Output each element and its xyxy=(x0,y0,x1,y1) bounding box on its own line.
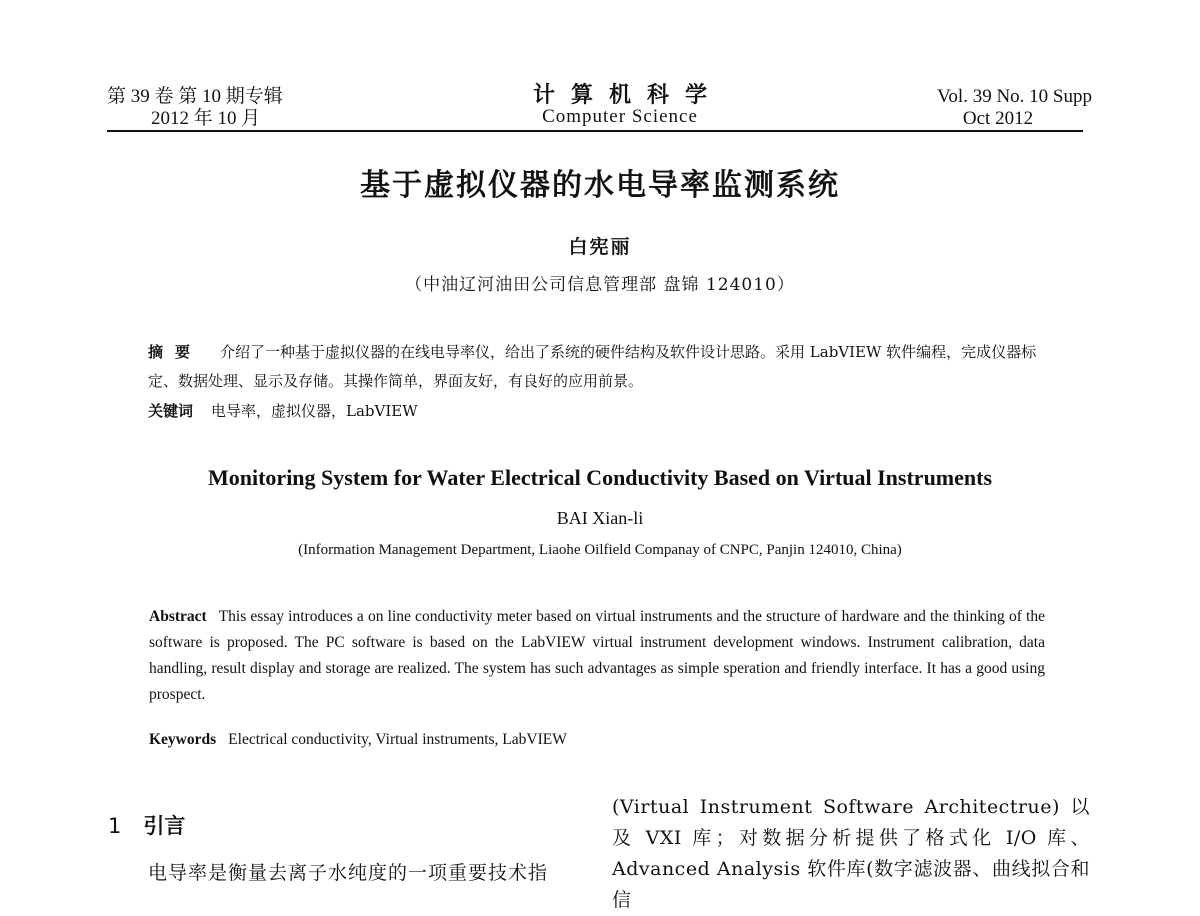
keywords-cn-text: 电导率，虚拟仪器，LabVIEW xyxy=(211,402,418,420)
section-number: 1 xyxy=(108,814,122,838)
journal-name xyxy=(460,84,780,128)
body-text-right: (Virtual Instrument Software Architectrue) 以及 VXI 库；对数据分析提供了格式化 I/O 库、Advanced Analysis 软件库(数字滤波器、曲线拟合和信 xyxy=(612,796,1090,911)
issue-date: 2012 年 10 月 xyxy=(151,108,261,129)
keywords-cn-label: 关键词 xyxy=(148,402,194,420)
volume-en: Vol. 39 No. 10 Supp xyxy=(937,86,1092,107)
author-en: BAI Xian-li xyxy=(556,508,644,528)
journal-issue-info xyxy=(107,86,367,130)
keywords-cn xyxy=(148,400,1048,421)
keywords-en-label: Keywords xyxy=(149,731,217,748)
affiliation-en: (Information Management Department, Liaohe Oilfield Companay of CNPC, Panjin 124010, China) xyxy=(298,542,902,558)
section-title: 引言 xyxy=(143,814,186,838)
body-text-left: 电导率是衡量去离子水纯度的一项重要技术指 xyxy=(148,862,549,884)
author-cn: 白宪丽 xyxy=(568,236,632,258)
abstract-en-label: Abstract xyxy=(149,608,207,625)
abstract-cn xyxy=(148,338,1048,396)
header-rule xyxy=(107,130,1083,132)
paper-title-cn: 基于虚拟仪器的水电导率监测系统 xyxy=(360,168,840,203)
journal-volume-en xyxy=(880,86,1092,130)
issue-volume: 第 39 卷 第 10 期专辑 xyxy=(107,86,283,107)
keywords-en xyxy=(149,731,1045,749)
abstract-en xyxy=(149,604,1045,708)
date-en: Oct 2012 xyxy=(962,108,1034,129)
paper-title-en: Monitoring System for Water Electrical Conductivity Based on Virtual Instruments xyxy=(207,465,993,490)
keywords-en-text: Electrical conductivity, Virtual instruments, LabVIEW xyxy=(228,731,567,748)
abstract-cn-text: 介绍了一种基于虚拟仪器的在线电导率仪，给出了系统的硬件结构及软件设计思路。采用 LabVIEW 软件编程，完成仪器标定、数据处理、显示及存储。其操作简单，界面友好，有良好的应用前景。 xyxy=(148,343,1037,390)
section-heading xyxy=(108,810,185,840)
affiliation-cn: （中油辽河油田公司信息管理部 盘锦 124010） xyxy=(405,275,795,295)
abstract-cn-label: 摘要 xyxy=(148,343,203,361)
abstract-en-text: This essay introduces a on line conductivity meter based on virtual instruments and the structure of hardware and the thinking of the software is proposed. The PC software is based on the LabVIEW virtual instrument development windows. Instrument calibration, data handling, result display and storage are realized. The system has such advantages as simple speration and friendly interface. It has a good using prospect. xyxy=(149,608,1045,703)
journal-name-cn: 计算机科学 xyxy=(532,82,723,107)
journal-name-en: Computer Science xyxy=(542,106,698,127)
